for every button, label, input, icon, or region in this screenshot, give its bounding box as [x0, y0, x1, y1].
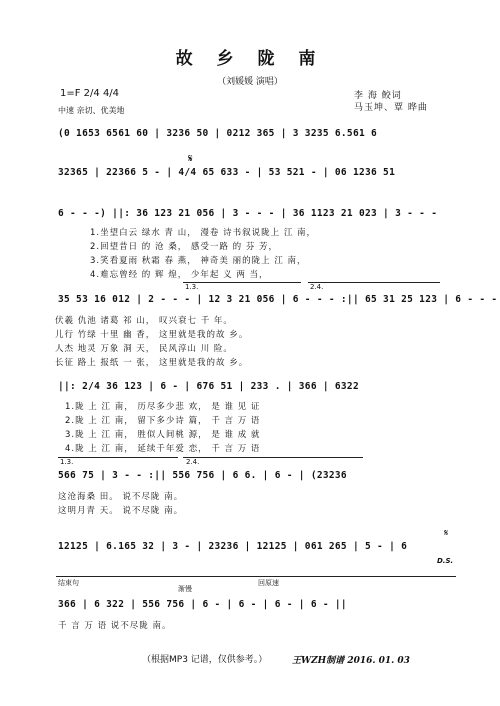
volta-2-4-b: 2.4. — [186, 458, 200, 466]
dal-segno: D.S. — [437, 557, 454, 565]
lyric-verse2-b: 儿行 竹绿 十里 幽 香， 这里就是我的故 乡。 — [55, 330, 249, 340]
lyric-verse2-d: 这明月青 天。 说不尽陇 南。 — [58, 506, 184, 516]
notation-line-7: 12125 | 6.165 32 | 3 - | 23236 | 12125 | 061 265 | 5 - | 6 — [58, 541, 408, 552]
notation-line-1: (0 1653 6561 60 | 3236 50 | 0212 365 | 3 3235 6.561 6 — [58, 128, 378, 139]
lyric-verse1-d: 这沧海桑 田。 说不尽陇 南。 — [58, 492, 184, 502]
lyric-verse1-a: 1.坐望白云 绿水 青 山， 漫卷 诗书叙说陇上 江 南， — [90, 228, 317, 238]
ritardando: 渐慢 — [178, 585, 192, 593]
notation-line-3: 6 - - -) ||: 36 123 21 056 | 3 - - - | 36 1123 21 023 | 3 - - - — [58, 208, 438, 219]
composer-credit: 马玉坤、覃 晔曲 — [354, 103, 428, 113]
lyric-verse2-c: 2.陇 上 江 南， 留下多少诗 篇， 千 言 万 语 — [65, 416, 261, 426]
segno-sign: 𝄋 — [188, 152, 193, 165]
tempo-marking: 中速 亲切、优美地 — [58, 106, 125, 115]
ending-label: 结束句 — [58, 579, 79, 587]
lyric-verse3-c: 3.陇 上 江 南， 胜似人间桃 源， 是 谁 成 就 — [65, 430, 261, 440]
segno-sign-ds: 𝄋 — [444, 528, 449, 539]
song-title: 故 乡 陇 南 — [175, 49, 325, 69]
lyric-verse1-c: 1.陇 上 江 南， 历尽多少悲 欢， 是 谁 见 证 — [65, 402, 261, 412]
lyricist-credit: 李 海 鲛词 — [354, 91, 402, 101]
performer: （刘媛媛 演唱） — [217, 77, 283, 87]
lyric-verse3-a: 3.笑看夏雨 秋霜 春 燕， 神奇美 丽的陇上 江 南， — [90, 256, 307, 266]
lyric-ending: 千 言 万 语 说不尽陇 南。 — [58, 621, 172, 631]
notation-line-4: 35 53 16 012 | 2 - - - | 12 3 21 056 | 6 - - - :|| 65 31 25 123 | 6 - - - — [58, 294, 498, 305]
volta-1-3-b: 1.3. — [60, 458, 74, 466]
notation-line-2: 32365 | 22366 5 - | 4/4 65 633 - | 53 521 - | 06 1236 51 — [58, 167, 396, 178]
notation-line-6: 566 75 | 3 - - :|| 556 756 | 6 6. | 6 - | (23236 — [58, 470, 347, 481]
lyric-verse4-b: 长征 路上 报纸 一 张， 这里就是我的故 乡。 — [55, 358, 249, 368]
lyric-verse3-b: 人杰 地灵 万象 洞 天， 民风淳山 川 险。 — [55, 344, 233, 354]
key-signature: 1=F 2/4 4/4 — [60, 88, 120, 99]
lyric-verse4-c: 4.陇 上 江 南， 延续千年爱 恋， 千 言 万 语 — [65, 444, 261, 454]
a-tempo: 回原速 — [258, 579, 279, 587]
volta-2-4: 2.4. — [310, 283, 324, 291]
notation-line-5: ||: 2/4 36 123 | 6 - | 676 51 | 233 . | 366 | 6322 — [58, 381, 359, 392]
footer-note: （根据MP3 记谱，仅供参考。） — [142, 655, 268, 665]
lyric-verse4-a: 4.难忘曾经 的 辉 煌， 少年起 义 两 当， — [90, 270, 269, 280]
transcriber-signature: 王WZH制谱 2016. 01. 03 — [292, 656, 410, 666]
volta-1-3: 1.3. — [185, 283, 199, 291]
lyric-verse1-b: 伏羲 仇池 诸葛 祁 山， 叹兴衰七 千 年。 — [55, 316, 233, 326]
notation-line-8: 366 | 6 322 | 556 756 | 6 - | 6 - | 6 - | 6 - || — [58, 599, 347, 610]
lyric-verse2-a: 2.回望昔日 的 沧 桑， 感受一路 的 芬 芳， — [90, 242, 279, 252]
